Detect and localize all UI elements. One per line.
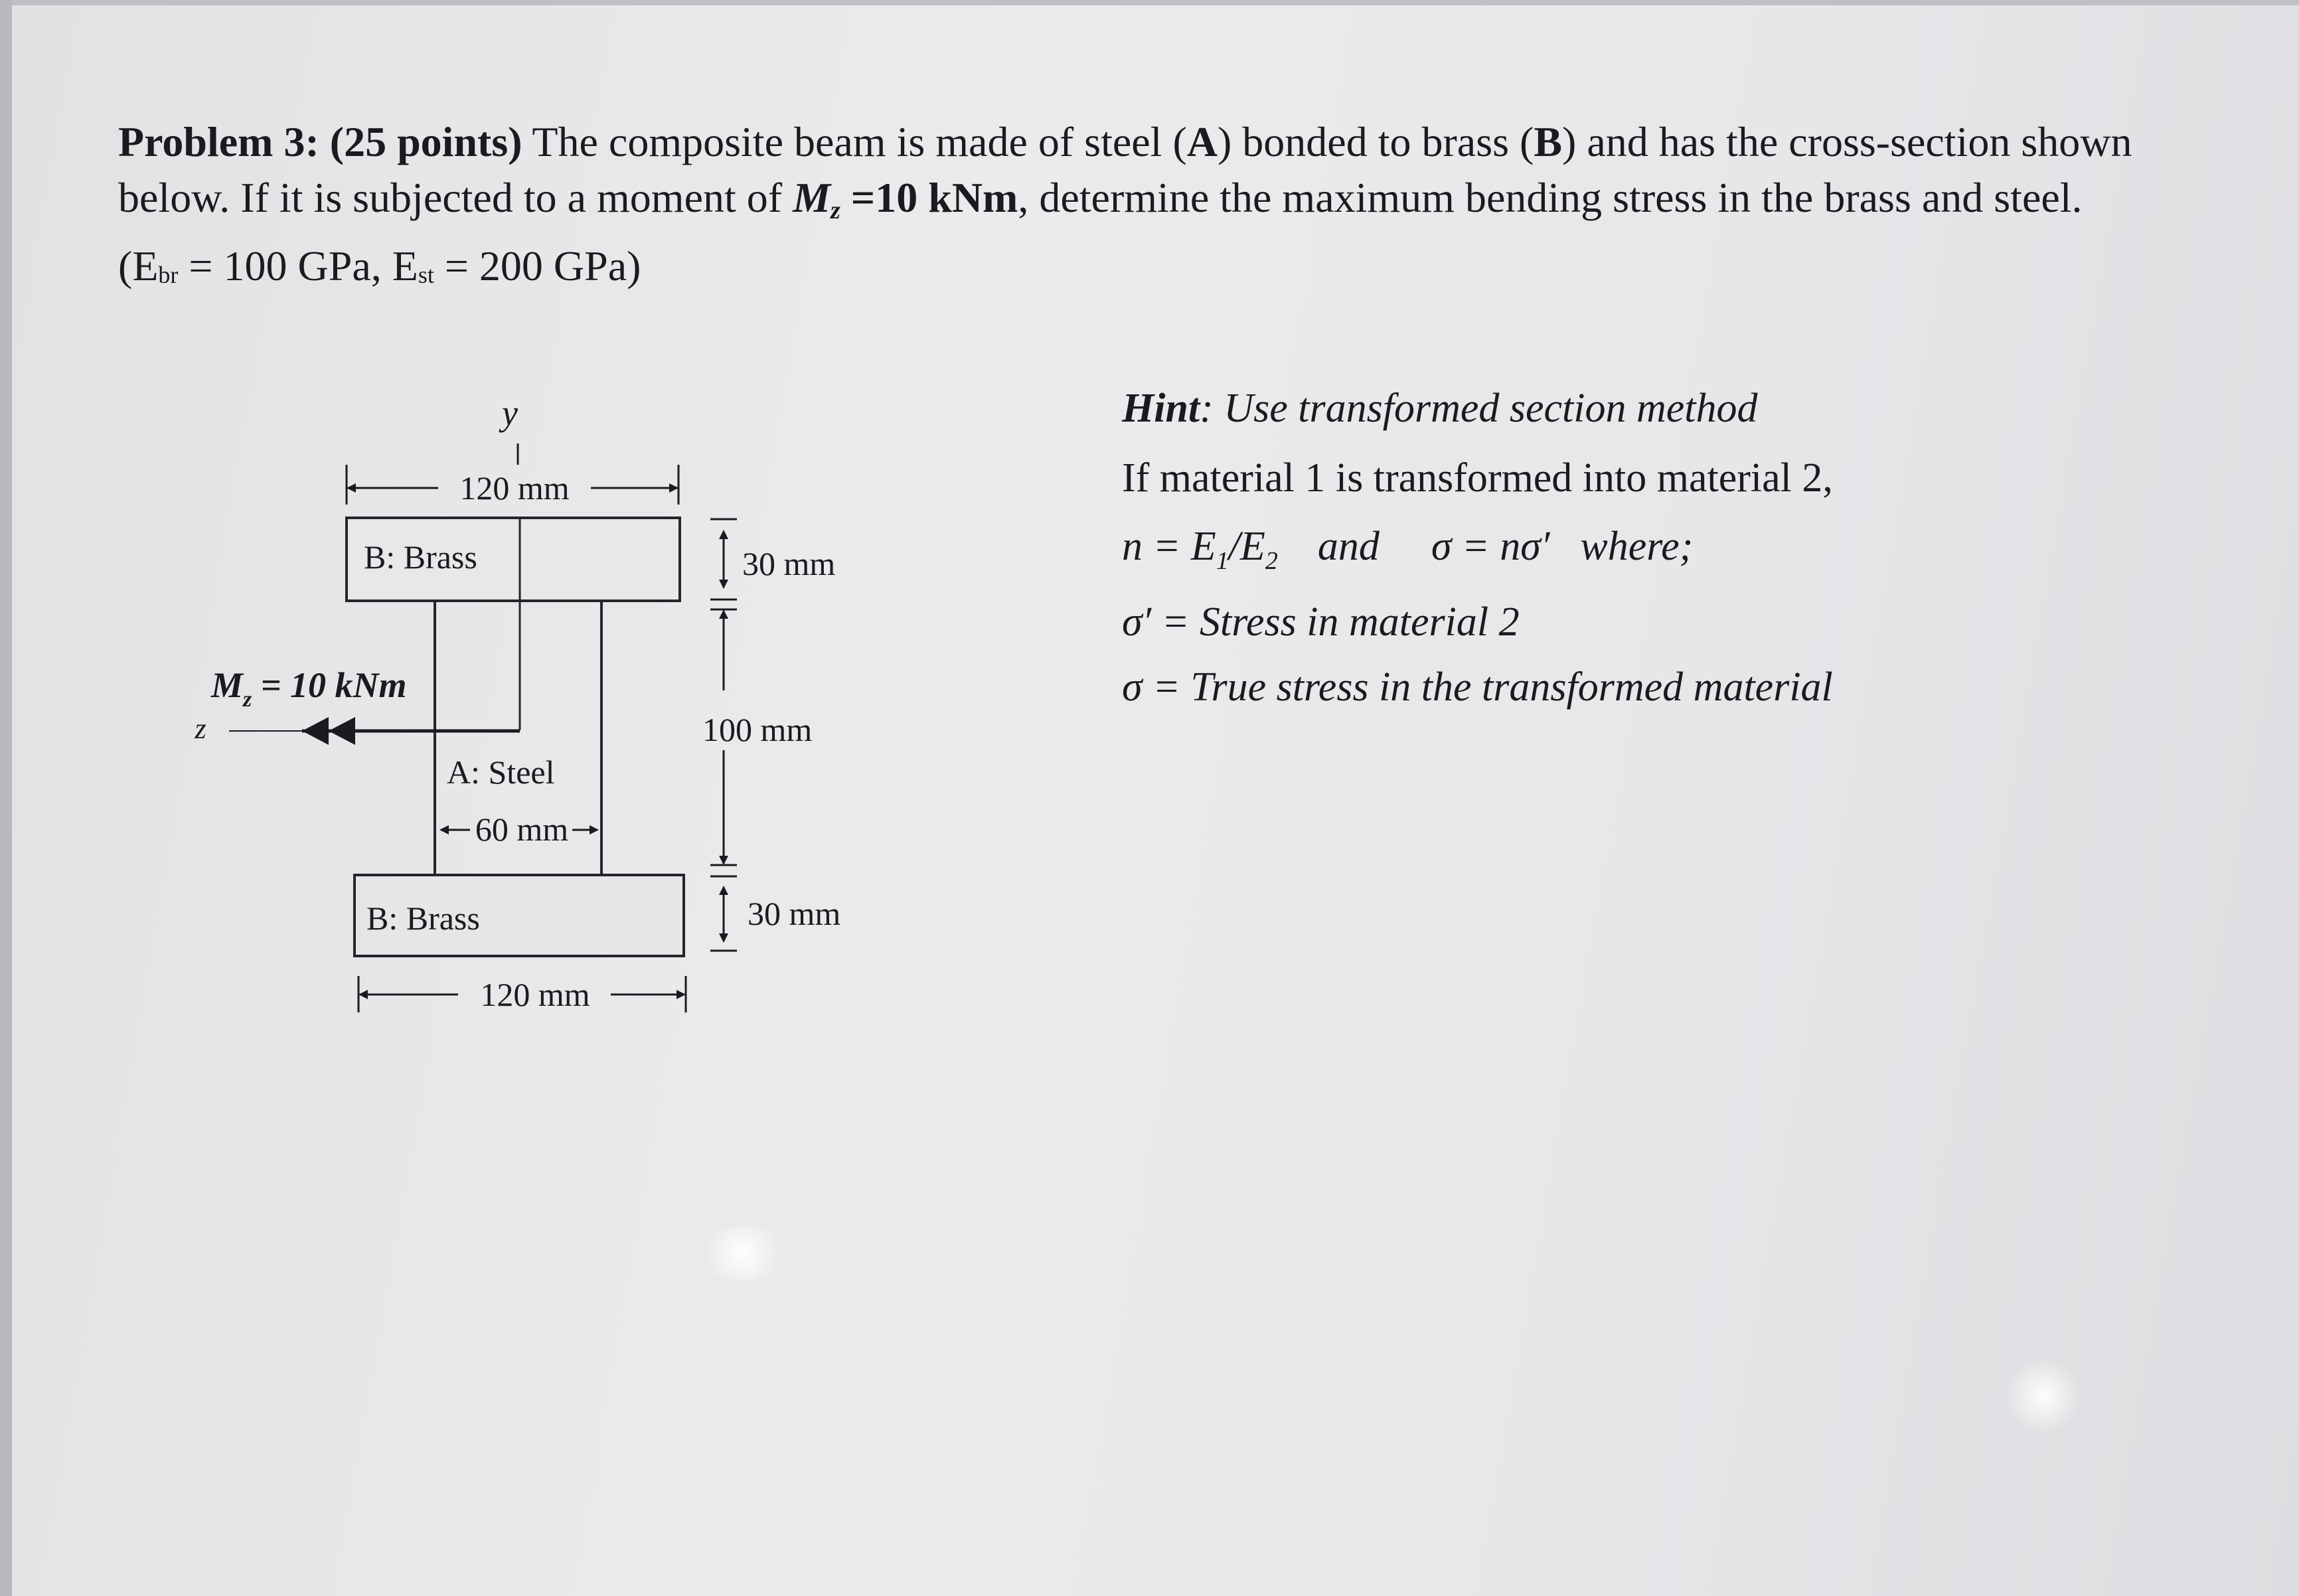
modulus-text: = 200 GPa) [434,242,641,289]
moment-double-arrow [302,717,355,745]
hint-title: Hint: Use transformed section method [1122,386,1758,431]
problem-text-part: The composite beam is made of steel ( [522,118,1187,165]
moment-label: $M_z = 10$ kNm [211,665,407,712]
modulus-subscript: br [158,262,179,288]
web-height-label: 100 mm [702,711,813,748]
web-label: A: Steel [447,754,555,791]
hint-sigma-prime-definition: σ′ = Stress in material 2 [1122,599,1520,645]
steel-letter: A [1186,118,1218,165]
problem-label: Problem 3: [118,118,319,165]
z-axis-label: z [195,712,206,745]
top-thickness-label: 30 mm [742,545,836,582]
bottom-width-label: 120 mm [480,976,590,1013]
modulus-text: (E [118,242,159,289]
modulus-subscript: st [418,262,434,288]
web-width-label: 60 mm [475,811,569,848]
top-flange-label: B: Brass [364,538,477,576]
brass-letter: B [1534,118,1562,165]
problem-text-part: ) bonded to brass ( [1217,118,1534,165]
top-width-label: 120 mm [459,469,570,507]
moment-value: =10 kNm [840,174,1018,221]
hint-line-transform: If material 1 is transformed into material 2, [1122,455,1833,501]
moment-subscript: z [830,197,840,224]
hint-sigma-definition: σ = True stress in the transformed material [1122,665,1833,710]
bottom-flange-label: B: Brass [366,900,480,937]
bottom-thickness-label: 30 mm [748,895,841,932]
problem-text-part: ) and has the cross-section shown below. If it is subjected to a moment of [118,118,2132,221]
problem-text-part: , determine the maximum bending stress in the brass and steel. [1018,174,2083,221]
modulus-text: = 100 GPa, E [178,242,418,289]
hint-formula-line: $n = E_1/E_2$ and σ = nσ′ where; [1122,524,1694,575]
problem-points: (25 points) [329,118,522,165]
moment-symbol: M [793,174,831,221]
y-axis-label: y [502,393,518,433]
